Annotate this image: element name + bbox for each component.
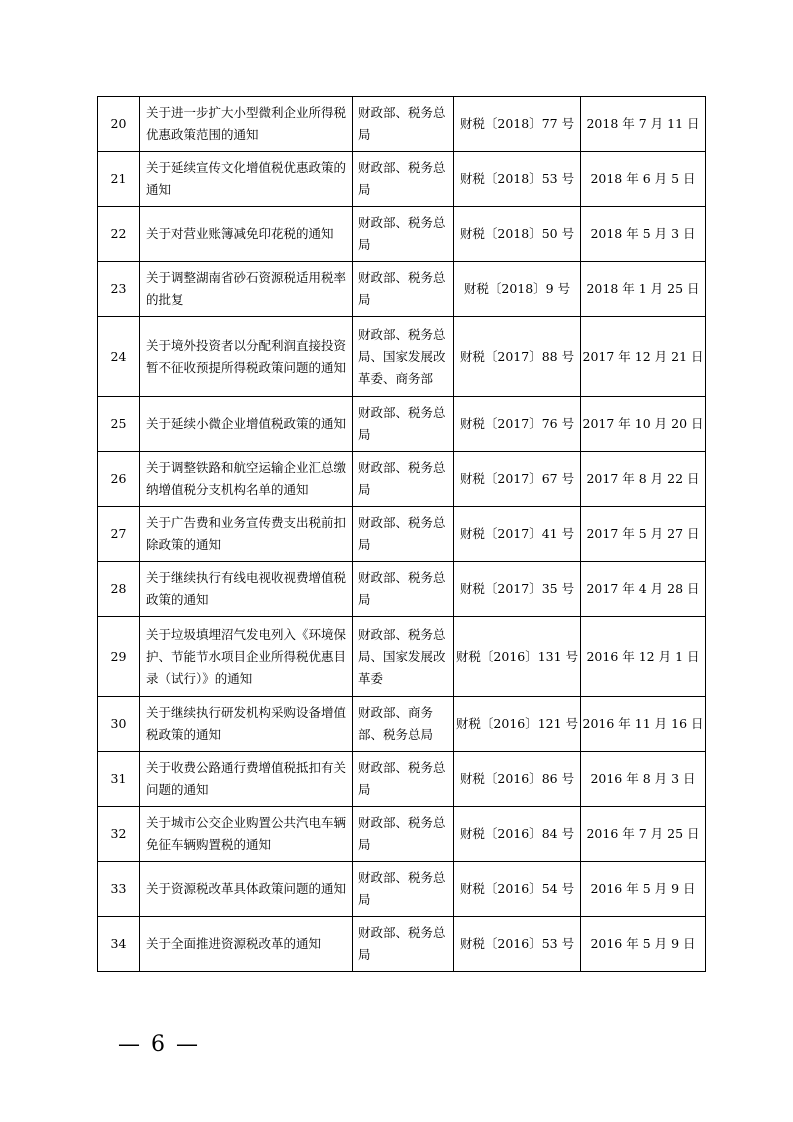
- row-number: 26: [98, 452, 140, 507]
- issuing-authority: 财政部、税务总局: [353, 452, 454, 507]
- table-row: [98, 397, 706, 452]
- issue-date: 2017 年 8 月 22 日: [581, 452, 706, 507]
- document-number: 财税〔2016〕53 号: [454, 917, 581, 972]
- document-number: 财税〔2018〕53 号: [454, 152, 581, 207]
- issue-date: 2018 年 1 月 25 日: [581, 262, 706, 317]
- issue-date: 2016 年 12 月 1 日: [581, 617, 706, 697]
- page-number: — 6 —: [118, 1032, 200, 1057]
- row-number: 20: [98, 97, 140, 152]
- table-row: [98, 97, 706, 152]
- issue-date: 2016 年 8 月 3 日: [581, 752, 706, 807]
- document-number: 财税〔2016〕121 号: [454, 697, 581, 752]
- issuing-authority: 财政部、税务总局: [353, 807, 454, 862]
- row-number: 32: [98, 807, 140, 862]
- document-title: 关于境外投资者以分配利润直接投资暂不征收预提所得税政策问题的通知: [140, 317, 353, 397]
- issuing-authority: 财政部、税务总局: [353, 397, 454, 452]
- issuing-authority: 财政部、税务总局、国家发展改革委: [353, 617, 454, 697]
- document-number: 财税〔2018〕50 号: [454, 207, 581, 262]
- document-title: 关于收费公路通行费增值税抵扣有关问题的通知: [140, 752, 353, 807]
- regulation-table: [97, 96, 706, 972]
- document-title: 关于城市公交企业购置公共汽电车辆免征车辆购置税的通知: [140, 807, 353, 862]
- table-row: [98, 262, 706, 317]
- issue-date: 2016 年 7 月 25 日: [581, 807, 706, 862]
- document-title: 关于继续执行有线电视收视费增值税政策的通知: [140, 562, 353, 617]
- row-number: 21: [98, 152, 140, 207]
- table-row: [98, 617, 706, 697]
- document-title: 关于延续小微企业增值税政策的通知: [140, 397, 353, 452]
- issuing-authority: 财政部、商务部、税务总局: [353, 697, 454, 752]
- document-number: 财税〔2016〕54 号: [454, 862, 581, 917]
- table-row: [98, 207, 706, 262]
- document-title: 关于延续宣传文化增值税优惠政策的通知: [140, 152, 353, 207]
- document-title: 关于进一步扩大小型微利企业所得税优惠政策范围的通知: [140, 97, 353, 152]
- issue-date: 2016 年 5 月 9 日: [581, 862, 706, 917]
- table-row: [98, 807, 706, 862]
- issuing-authority: 财政部、税务总局、国家发展改革委、商务部: [353, 317, 454, 397]
- row-number: 30: [98, 697, 140, 752]
- issuing-authority: 财政部、税务总局: [353, 752, 454, 807]
- row-number: 23: [98, 262, 140, 317]
- row-number: 33: [98, 862, 140, 917]
- document-title: 关于资源税改革具体政策问题的通知: [140, 862, 353, 917]
- document-title: 关于对营业账簿减免印花税的通知: [140, 207, 353, 262]
- document-number: 财税〔2017〕76 号: [454, 397, 581, 452]
- issuing-authority: 财政部、税务总局: [353, 207, 454, 262]
- document-title: 关于调整湖南省砂石资源税适用税率的批复: [140, 262, 353, 317]
- issue-date: 2016 年 5 月 9 日: [581, 917, 706, 972]
- row-number: 34: [98, 917, 140, 972]
- issuing-authority: 财政部、税务总局: [353, 97, 454, 152]
- table-row: [98, 152, 706, 207]
- document-number: 财税〔2017〕67 号: [454, 452, 581, 507]
- issue-date: 2018 年 5 月 3 日: [581, 207, 706, 262]
- row-number: 22: [98, 207, 140, 262]
- issue-date: 2017 年 4 月 28 日: [581, 562, 706, 617]
- issuing-authority: 财政部、税务总局: [353, 562, 454, 617]
- document-number: 财税〔2018〕9 号: [454, 262, 581, 317]
- document-number: 财税〔2016〕86 号: [454, 752, 581, 807]
- table-row: [98, 752, 706, 807]
- document-number: 财税〔2016〕84 号: [454, 807, 581, 862]
- table-row: [98, 317, 706, 397]
- document-title: 关于调整铁路和航空运输企业汇总缴纳增值税分支机构名单的通知: [140, 452, 353, 507]
- row-number: 25: [98, 397, 140, 452]
- document-number: 财税〔2017〕41 号: [454, 507, 581, 562]
- issuing-authority: 财政部、税务总局: [353, 917, 454, 972]
- document-title: 关于继续执行研发机构采购设备增值税政策的通知: [140, 697, 353, 752]
- table-row: [98, 562, 706, 617]
- document-title: 关于垃圾填埋沼气发电列入《环境保护、节能节水项目企业所得税优惠目录（试行）》的通知: [140, 617, 353, 697]
- table-row: [98, 917, 706, 972]
- issuing-authority: 财政部、税务总局: [353, 862, 454, 917]
- row-number: 28: [98, 562, 140, 617]
- row-number: 31: [98, 752, 140, 807]
- issue-date: 2017 年 5 月 27 日: [581, 507, 706, 562]
- table-row: [98, 862, 706, 917]
- issue-date: 2018 年 7 月 11 日: [581, 97, 706, 152]
- table-row: [98, 697, 706, 752]
- issue-date: 2017 年 12 月 21 日: [581, 317, 706, 397]
- document-title: 关于广告费和业务宣传费支出税前扣除政策的通知: [140, 507, 353, 562]
- row-number: 24: [98, 317, 140, 397]
- issue-date: 2017 年 10 月 20 日: [581, 397, 706, 452]
- document-number: 财税〔2018〕77 号: [454, 97, 581, 152]
- issue-date: 2016 年 11 月 16 日: [581, 697, 706, 752]
- document-number: 财税〔2017〕35 号: [454, 562, 581, 617]
- row-number: 29: [98, 617, 140, 697]
- document-number: 财税〔2016〕131 号: [454, 617, 581, 697]
- issuing-authority: 财政部、税务总局: [353, 507, 454, 562]
- issue-date: 2018 年 6 月 5 日: [581, 152, 706, 207]
- issuing-authority: 财政部、税务总局: [353, 262, 454, 317]
- issuing-authority: 财政部、税务总局: [353, 152, 454, 207]
- document-title: 关于全面推进资源税改革的通知: [140, 917, 353, 972]
- table-row: [98, 452, 706, 507]
- document-number: 财税〔2017〕88 号: [454, 317, 581, 397]
- row-number: 27: [98, 507, 140, 562]
- table-row: [98, 507, 706, 562]
